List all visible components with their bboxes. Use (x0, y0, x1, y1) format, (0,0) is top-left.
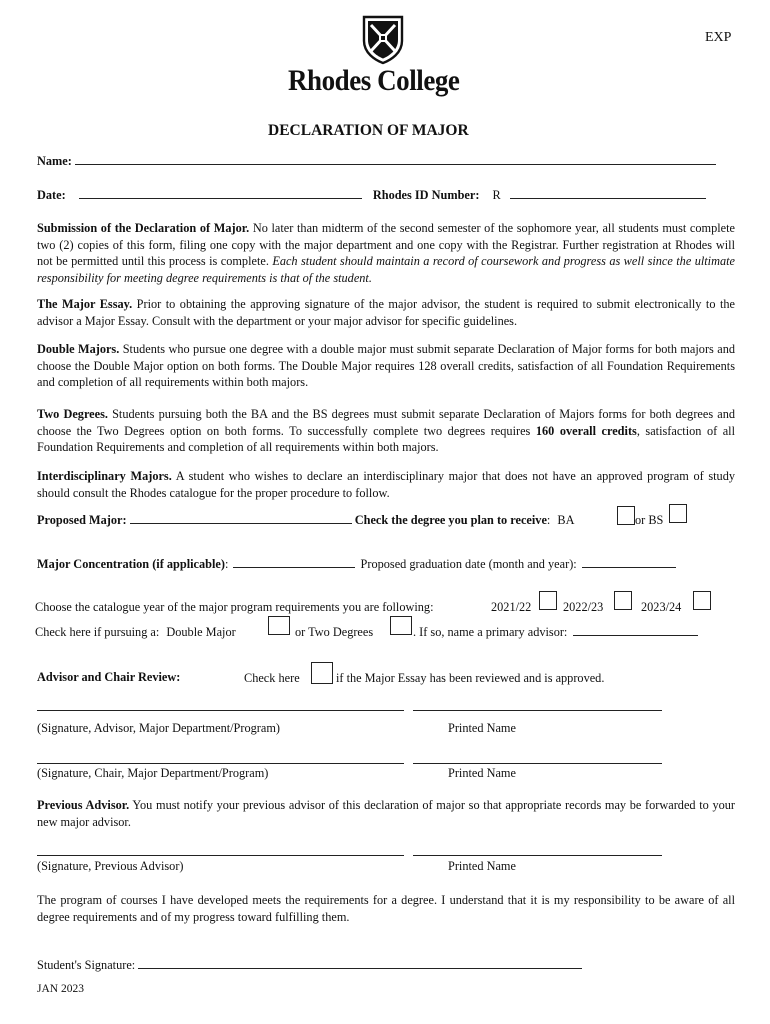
check-degree-label: Check the degree you plan to receive (354, 513, 547, 527)
double-major-option: Double Major (166, 625, 236, 639)
two-degrees-text-end: , satisfaction of all Foundation Requirements and completion of all requirements within both majors. (37, 423, 735, 455)
primary-advisor-row (413, 624, 698, 641)
footer-date: JAN 2023 (37, 983, 84, 995)
advisor-printed-name-line[interactable] (413, 710, 662, 711)
bs-label: or BS (635, 513, 664, 527)
major-essay-paragraph (37, 296, 735, 329)
double-major-checkbox[interactable] (268, 616, 290, 635)
colon: : (546, 513, 551, 527)
name-field[interactable] (75, 153, 716, 165)
advisor-signature-line[interactable] (37, 710, 404, 711)
interdisciplinary-heading: Interdisciplinary Majors. (37, 469, 172, 483)
previous-advisor-text: You must notify your previous advisor of this declaration of major so that appropriate records may be forwarded to your new major advisor. (37, 798, 736, 829)
primary-advisor-label: . If so, name a primary advisor: (413, 625, 568, 639)
name-label: Name: (37, 154, 72, 168)
check-here-label: Check here (244, 671, 300, 685)
date-row (37, 187, 706, 204)
catalogue-2023-checkbox[interactable] (693, 591, 711, 610)
catalogue-year-2022: 2022/23 (563, 600, 604, 614)
bs-checkbox[interactable] (669, 504, 687, 523)
two-degrees-text: Students pursuing both the BA and the BS degrees must submit separate Declaration of Majors forms for both degrees and choose the Two Degrees option on both forms. To successfully complete two degrees requires (37, 407, 736, 438)
catalogue-2021-checkbox[interactable] (539, 591, 557, 610)
essay-reviewed-label: if the Major Essay has been reviewed and is approved. (336, 671, 605, 685)
catalogue-2022-checkbox[interactable] (614, 591, 632, 610)
student-signature-row (37, 957, 582, 974)
chair-printed-name-label: Printed Name (448, 766, 516, 780)
submission-paragraph (37, 220, 735, 286)
name-row (37, 153, 716, 170)
previous-advisor-signature-label: (Signature, Previous Advisor) (37, 859, 184, 873)
pursuing-label-group (35, 624, 236, 641)
previous-advisor-paragraph (37, 797, 735, 830)
essay-reviewed-checkbox[interactable] (311, 662, 333, 684)
previous-advisor-printed-name-label: Printed Name (448, 859, 516, 873)
submission-text: No later than midterm of the second semester of the sophomore year, all students must complete two (2) copies of this form, filing one copy with the major department and one copy with the Registrar. Further registration at Rhodes will not be permitted until this process is complete. (37, 221, 735, 269)
previous-advisor-heading: Previous Advisor. (37, 798, 130, 812)
student-signature-field[interactable] (138, 957, 582, 969)
ba-label: BA (557, 513, 575, 527)
major-essay-heading: The Major Essay. (37, 297, 133, 311)
proposed-major-label: Proposed Major: (37, 513, 127, 527)
review-heading (37, 669, 180, 686)
rhodes-id-prefix: R (492, 188, 501, 202)
date-field[interactable] (79, 187, 362, 199)
two-degrees-heading: Two Degrees. (37, 407, 108, 421)
rhodes-id-field[interactable] (510, 187, 706, 199)
concentration-field[interactable] (233, 556, 355, 568)
date-label: Date: (37, 188, 66, 202)
double-majors-paragraph (37, 341, 735, 391)
catalogue-label: Choose the catalogue year of the major program requirements you are following: (35, 600, 434, 614)
chair-signature-label: (Signature, Chair, Major Department/Program) (37, 766, 269, 780)
form-code: EXP (705, 30, 732, 45)
two-degrees-option: or Two Degrees (295, 625, 374, 639)
double-majors-text: Students who pursue one degree with a double major must submit separate Declaration of Major forms for both majors and choose the Double Major option on both forms. The Double Major requires 128 overall credits, satisfaction of all Foundation Requirements and completion of all requirements within both majors. (37, 342, 735, 390)
ba-checkbox[interactable] (617, 506, 635, 525)
acknowledgement-paragraph: The program of courses I have developed meets the requirements for a degree. I understand that it is my responsibility to be aware of all degree requirements and of my progress toward fulfilling them. (37, 893, 735, 924)
two-degrees-credits: 160 overall credits (535, 423, 637, 438)
colon: : (224, 557, 229, 571)
catalogue-year-2021: 2021/22 (491, 600, 532, 614)
previous-advisor-printed-name-line[interactable] (413, 855, 662, 856)
pursuing-label: Check here if pursuing a: (35, 625, 160, 639)
advisor-signature-label: (Signature, Advisor, Major Department/Program) (37, 721, 281, 735)
graduation-label: Proposed graduation date (month and year): (360, 557, 577, 571)
concentration-label: Major Concentration (if applicable) (37, 557, 225, 571)
double-majors-heading: Double Majors. (37, 342, 120, 356)
chair-printed-name-line[interactable] (413, 763, 662, 764)
review-heading-text: Advisor and Chair Review: (37, 670, 181, 684)
major-essay-text: Prior to obtaining the approving signature of the major advisor, the student is required to submit electronically to the advisor a Major Essay. Consult with the department or your major advisor for specific guidelines. (37, 297, 735, 328)
interdisciplinary-paragraph (37, 468, 735, 501)
proposed-major-field[interactable] (130, 512, 352, 524)
two-degrees-checkbox[interactable] (390, 616, 412, 635)
catalogue-year-2023: 2023/24 (641, 600, 682, 614)
graduation-field[interactable] (582, 556, 676, 568)
primary-advisor-field[interactable] (573, 624, 698, 636)
previous-advisor-signature-line[interactable] (37, 855, 404, 856)
chair-signature-line[interactable] (37, 763, 404, 764)
proposed-major-row (37, 512, 575, 529)
concentration-row (37, 556, 676, 573)
rhodes-id-label: Rhodes ID Number: (372, 188, 480, 202)
submission-heading: Submission of the Declaration of Major. (37, 221, 250, 235)
submission-italic-text: Each student should maintain a record of coursework and progress as well since the ultimate responsibility for meeting degree requirements is that of the student. (37, 254, 735, 285)
interdisciplinary-text: A student who wishes to declare an interdisciplinary major that does not have an approved program of study should consult the Rhodes catalogue for the proper procedure to follow. (37, 469, 735, 500)
college-name: Rhodes College (288, 64, 460, 97)
form-title: DECLARATION OF MAJOR (268, 122, 469, 139)
two-degrees-paragraph (37, 406, 735, 456)
rhodes-crest-logo (361, 15, 405, 65)
advisor-printed-name-label: Printed Name (448, 721, 516, 735)
student-signature-label: Student's Signature: (37, 958, 136, 972)
